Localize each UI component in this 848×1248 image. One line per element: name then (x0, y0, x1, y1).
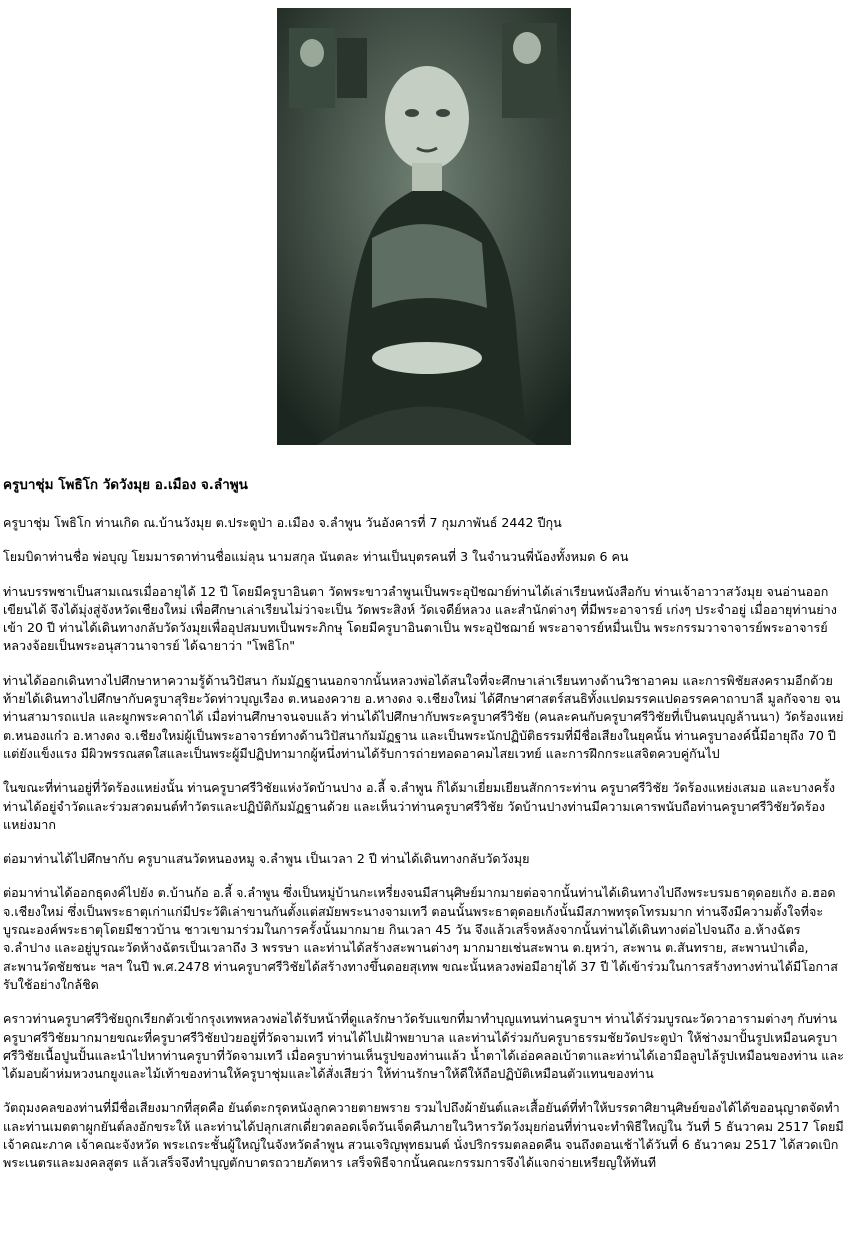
portrait-photo-of-seated-monk-icon (277, 8, 571, 445)
article-title: ครูบาชุ่ม โพธิโก วัดวังมุย อ.เมือง จ.ลำพูน (3, 477, 248, 493)
paragraph: ครูบาชุ่ม โพธิโก ท่านเกิด ณ.บ้านวังมุย ต.ประตูป่า อ.เมือง จ.ลำพูน วันอังคารที่ 7 กุมภาพันธ์ 2442 ปีกุน (3, 515, 562, 530)
paragraph: ต่อมาท่านได้ออกธุดงค์ไปยัง ต.บ้านก้อ อ.ลี้ จ.ลำพูน ซึ่งเป็นหมู่บ้านกะเหรี่ยงจนมีสานุศิษย์มากมายต่อจากนั้นท่านได้เดินทางไปถึงพระบรมธาตุดอยเก้ง อ.ฮอด จ.เชียงใหม่ ซึ่งเป็นพระธาตุเก่าแก่มีประวัติเล่าขานกันตั้งแต่สมัยพระนางจามเทวี ตอนนั้นพระธาตุดอยเก้งนั้นมีสภาพทรุดโทรมมาก ท่านจึงมีความตั้งใจที่จะบูรณะองค์พระธาตุโดยมีชาวบ้าน ชาวเขามาร่วมในการครั้งนั้นมากมาย กินเวลา 45 วัน จึงแล้วเสร็จหลังจากนั้นท่านได้เดินทางต่อไปจนถึง อ.ห้างฉัตร จ.ลำปาง และอยู่บูรณะวัดห้างฉัตรเป็นเวลาถึง 3 พรรษา และท่านได้สร้างสะพานต่างๆ มากมายเช่นสะพาน ต.ยุหว่า, สะพาน ต.สันทราย, สะพานป่าเดื่อ, สะพานวัดชัยชนะ ฯลฯ ในปี พ.ศ.2478 ท่านครูบาศรีวิชัยได้สร้างทางขึ้นดอยสุเทพ ขณะนั้นหลวงพ่อมีอายุได้ 37 ปี ได้เข้าร่วมในการสร้างทางท่านได้มีโอกาสรับใช้อย่างใกล้ชิด (3, 885, 838, 992)
paragraph: ท่านบรรพชาเป็นสามเณรเมื่ออายุได้ 12 ปี โดยมีครูบาอินตา วัดพระขาวลำพูนเป็นพระอุปัชฌาย์ท่านได้เล่าเรียนหนังสือกับ ท่านเจ้าอาวาสวังมุย จนอ่านออกเขียนได้ จึงได้มุ่งสู่จังหวัดเชียงใหม่ เพื่อศึกษาเล่าเรียนไม่ว่าจะเป็น วัดพระสิงห์ วัดเจดีย์หลวง และสำนักต่างๆ ที่มีพระอาจารย์ เก่งๆ ประจำอยู่ เมื่ออายุท่านย่างเข้า 20 ปี ท่านได้เดินทางกลับวัดวังมุยเพื่ออุปสมบทเป็นพระภิกษุ โดยมีครูบาอินตาเป็น พระอุปัชฌาย์ พระอาจารย์หมื่นเป็น พระกรรมวาจาจารย์พระอาจารย์ หลวงจ้อยเป็นพระอนุสาวนาจารย์ ได้ฉายาว่า "โพธิโก" (3, 583, 837, 654)
paragraph: โยมบิดาท่านชื่อ พ่อบุญ โยมมารดาท่านชื่อแม่ลุน นามสกุล นันตละ ท่านเป็นบุตรคนที่ 3 ในจำนวนพี่น้องทั้งหมด 6 คน (3, 549, 629, 565)
paragraph: คราวท่านครูบาศรีวิชัยถูกเรียกตัวเข้ากรุงเทพหลวงพ่อได้รับหน้าที่ดูแลรักษาวัดรับแขกที่มาทำบุญแทนท่านครูบาฯ ท่านได้ร่วมบูรณะวัดวาอารามต่างๆ กับท่านครูบาศรีวิชัยมากมายขณะที่ครูบาศรีวิชัยป่วยอยู่ที่วัดจามเทวี ท่านได้ไปเฝ้าพยาบาล และท่านได้ร่วมกับครูบาธรรมชัยวัดประตูป่า ให้ช่างมาปั้นรูปเหมือนครูบาศรีวิชัยเนื้อปูนปั้นและนำไปหาท่านครูบาที่วัดจามเทวี เมื่อครูบาท่านเห็นรูปของท่านแล้ว น้ำตาได้เอ่อคลอเบ้าตาและท่านได้เอามือลูบไล้รูปเหมือนของท่าน และได้มอบผ้าห่มหวงนกยูงและไม้เท้าของท่านให้ครูบาชุ่มและได้สั่งเสียว่า ให้ท่านรักษาให้ดีให้ถือปฏิบัติเหมือนตัวแทนของท่าน (3, 1011, 844, 1082)
paragraph: วัตถุมงคลของท่านที่มีชื่อเสียงมากที่สุดคือ ยันต์ตะกรุดหนังลูกควายตายพราย รวมไปถึงผ้ายันต์และเสื้อยันต์ที่ทำให้บรรดาศิยานุศิษย์ของได้ได้ขออนุญาตจัดทำ และท่านเมตตาผูกยันต์ลงอักขระให้ และท่านได้ปลุกเสกเดี่ยวตลอดเจ็ดวันเจ็ดคืนภายในวิหารวัดวังมุยก่อนที่ท่านจะทำพิธีใหญ่ใน วันที่ 5 ธันวาคม 2517 โดยมีเจ้าคณะภาค เจ้าคณะจังหวัด พระเถระชั้นผู้ใหญ่ในจังหวัดลำพูน สวนเจริญพุทธมนต์ นั่งปริกรรมตลอดคืน จนถึงตอนเช้าได้วันที่ 6 ธันวาคม 2517 ได้สวดเบิกพระเนตรและมงคลสูตร แล้วเสร็จจึงทำบุญตักบาตรถวายภัตหาร เสร็จพิธีจากนั้นคณะกรรมการจึงได้แจกจ่ายเหรียญให้ทันที (3, 1100, 844, 1171)
article (3, 476, 845, 1189)
paragraph: ต่อมาท่านได้ไปศึกษากับ ครูบาแสนวัดหนองหมู จ.ลำพูน เป็นเวลา 2 ปี ท่านได้เดินทางกลับวัดวังมุย (3, 851, 530, 867)
monk-portrait-photo (277, 8, 571, 445)
paragraph: ท่านได้ออกเดินทางไปศึกษาหาความรู้ด้านวิปัสนา กัมมัฏฐานนอกจากนั้นหลวงพ่อได้สนใจที่จะศึกษาเล่าเรียนทางด้านวิชาอาคม และการพิชัยสงครามอีกด้วย ท้ายได้เดินทางไปศึกษากับครูบาสุริยะวัดท่าวบุญเรือง ต.หนองควาย อ.หางดง จ.เชียงใหม่ ได้ศึกษาศาสตร์สนธิทั้งแปดมรรคแปดอรรคคาถาบาลี มูลกัจจาย จนท่านสามารถแปล และผูกพระคาถาได้ เมื่อท่านศึกษาจนจบแล้ว ท่านได้ไปศึกษากับพระครูบาศรีวิชัย (คนละคนกับครูบาศรีวิชัยที่เป็นตนบุญล้านนา) วัดร้องแหย่ ต.หนองแก๋ว อ.หางดง จ.เชียงใหม่ผู้เป็นพระอาจารย์ทางด้านวิปัสนากัมมัฏฐาน และเป็นพระนักปฏิบัติธรรมที่มีชื่อเสียงในยุคนั้น ท่านครูบาองค์นี้มีอายุถึง 70 ปี แต่ยังแข็งแรง มีผิวพรรณสดใสและเป็นพระผู้มีปฏิปทามากผู้หนึ่งท่านได้รับการถ่ายทอดอาคมไสยเวทย์ และการฝึกกระแสจิตควบคู่กันไป (3, 672, 844, 761)
paragraph: ในขณะที่ท่านอยู่ที่วัดร้องแหย่งนั้น ท่านครูบาศรีวิชัยแห่งวัดบ้านปาง อ.ลี้ จ.ลำพูน ก็ได้มาเยี่ยมเยียนสักการะท่าน ครูบาศรีวิชัย วัดร้องแหย่งเสมอ และบางครั้งท่านได้อยู่จำวัดและร่วมสวดมนต์ทำวัตรและปฏิบัติกัมมัฏฐานด้วย และเห็นว่าท่านครูบาศรีวิชัย วัดบ้านปางท่านมีความเคารพนับถือท่านครูบาศรีวิชัยวัดร้องแหย่งมาก (3, 780, 836, 832)
